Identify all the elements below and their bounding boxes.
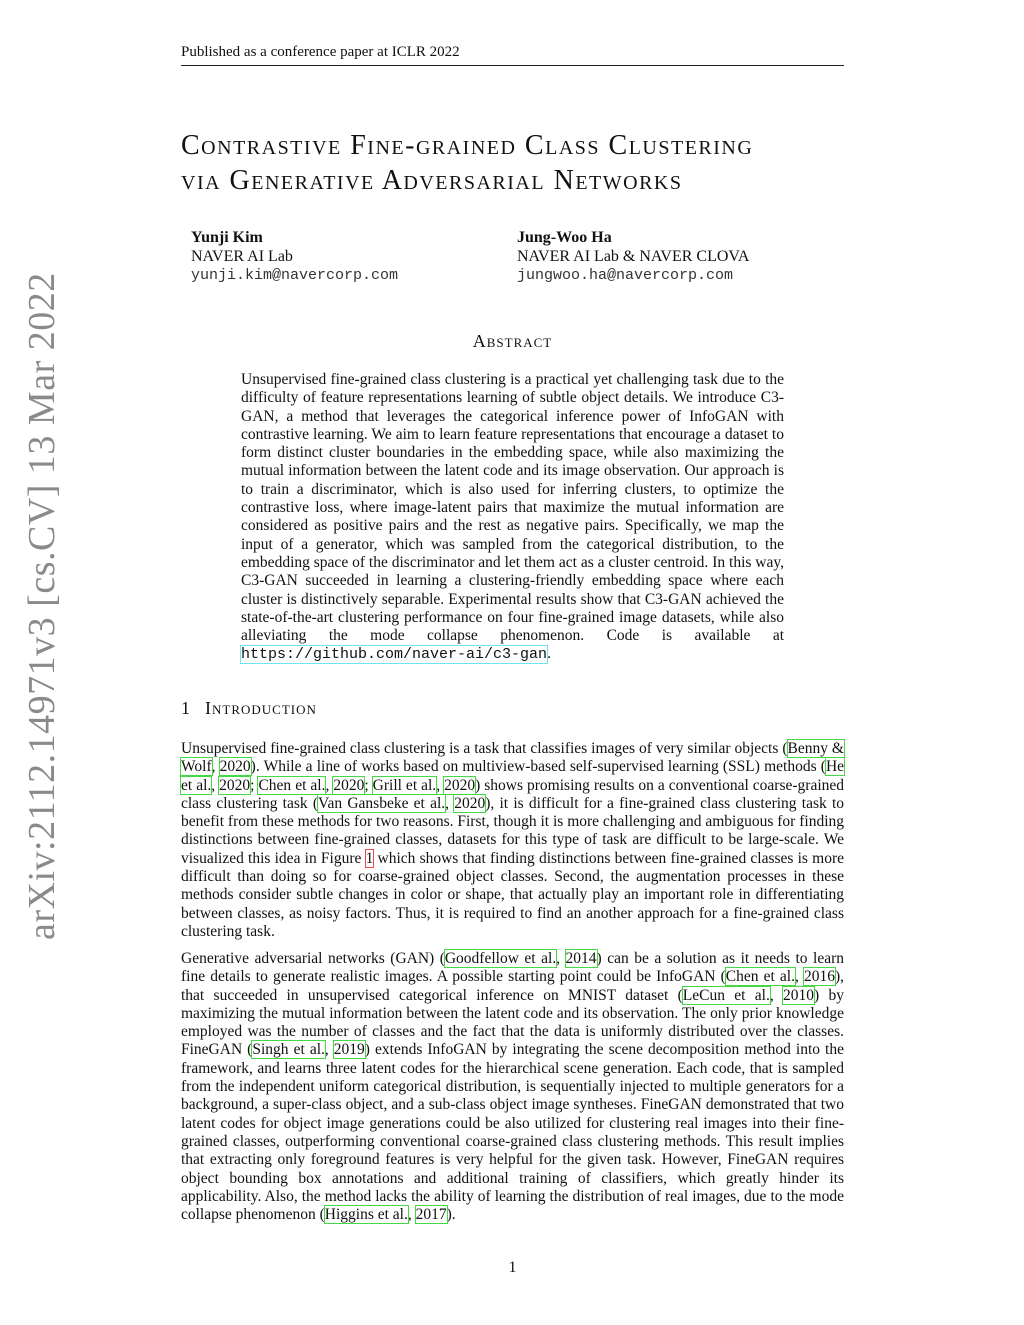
abstract-text: Unsupervised fine-grained class clustering is a practical yet challenging task due to the difficulty of feature representations learning of subtle object details. We introduce C3-GAN, a method that leverages the categorical inference power of InfoGAN with contrastive learning. We aim to learn feature representations that encourage a dataset to form distinct cluster boundaries in the embedding space, while also maximizing the mutual information between the latent code and its image observation. Our approach is to train a discriminator, which is also used for inferring clusters, to optimize the contrastive loss, where image-latent pairs that maximize the mutual information are considered as positive pairs and the rest as negative pairs. Specifically, we map the input of a generator, which was sampled from the categorical distribution, to the embedding space of the discriminator and let them act as a cluster centroid. In this way, C3-GAN succeeded in learning a clustering-friendly embedding space where each cluster is distinctively separable. Experimental results show that C3-GAN achieved the state-of-the-art clustering performance on four fine-grained image datasets, while also alleviating the mode collapse phenomenon. (241, 371, 784, 645)
text-run: ) can be a solution as it needs to learn fine details to generate realistic images. A possible starting point could be InfoGAN ( (181, 950, 844, 986)
text-run: ). While a line of works based on multiview-based self-supervised learning (SSL) methods ( (250, 758, 826, 776)
text-run: ; (250, 776, 259, 794)
code-suffix: . (547, 645, 551, 663)
citation-link[interactable]: Higgins et al. (324, 1206, 408, 1224)
section-heading-introduction (181, 698, 317, 719)
page-number: 1 (508, 1259, 517, 1276)
citation-link[interactable]: Goodfellow et al. (444, 950, 557, 967)
author-name: Yunji Kim (191, 229, 263, 246)
section-title: Introduction (205, 698, 317, 718)
citation-link[interactable]: He et al. (181, 758, 845, 794)
intro-paragraph-2 (181, 950, 844, 1224)
author-name: Jung-Woo Ha (517, 229, 612, 246)
text-run: which shows that finding distinctions between fine-grained classes is more difficult than doing so for coarse-grained object classes. Second, the augmentation processes in these methods consider subtle changes in color or shape, that actually play an important role in differentiating between classes, as noisy factors. Thus, it is required to find an another approach for a fine-grained class clustering task. (181, 849, 845, 940)
text-run: , (407, 1206, 416, 1224)
citation-link[interactable]: Chen et al. (258, 776, 326, 794)
text-run: ), it is difficult for a fine-grained class clustering task to benefit from these methods for two reasons. First, though it is more challenging and ambiguous for finding distinctions between fine-grained classes, datasets for this type of task are difficult to be large-scale. We visualized this idea in Figure (181, 794, 845, 867)
citation-link[interactable]: 2020 (219, 758, 251, 776)
paper-title (181, 128, 861, 198)
citation-link[interactable]: 2016 (803, 968, 835, 986)
text-run: , (556, 950, 566, 967)
title-line-1: Contrastive Fine-grained Class Clustering (181, 130, 754, 161)
citation-link[interactable]: 2019 (333, 1041, 365, 1059)
author-affiliation: NAVER AI Lab (191, 248, 293, 265)
figure-ref-link[interactable]: 1 (365, 849, 374, 867)
section-number: 1 (181, 698, 191, 718)
citation-link[interactable]: Chen et al. (725, 968, 795, 986)
text-run: , (325, 776, 334, 794)
text-run: , (769, 986, 784, 1004)
text-run: , (211, 776, 220, 794)
citation-link[interactable]: 2020 (333, 776, 365, 794)
abstract-heading: Abstract (472, 331, 553, 351)
citation-link[interactable]: Benny & Wolf (181, 740, 844, 776)
text-run: ). (446, 1206, 456, 1224)
text-run: , (436, 776, 445, 794)
text-run: , (324, 1041, 334, 1059)
running-header: Published as a conference paper at ICLR 2022 (181, 44, 460, 60)
abstract-body (241, 371, 784, 665)
citation-link[interactable]: 2017 (415, 1206, 447, 1224)
title-line-2: via Generative Adversarial Networks (181, 165, 683, 196)
text-run: Unsupervised fine-grained class clustering is a task that classifies images of very similar objects ( (181, 740, 788, 757)
citation-link[interactable]: 2014 (565, 950, 597, 967)
citation-link[interactable]: 2020 (444, 776, 476, 794)
citation-link[interactable]: 2010 (783, 986, 815, 1004)
arxiv-sidebar-stamp: arXiv:2112.14971v3 [cs.CV] 13 Mar 2022 (21, 272, 63, 940)
text-run: , (211, 758, 220, 776)
text-run: ) extends InfoGAN by integrating the scene decomposition method into the framework, and learns three latent codes for the hierarchical scene generation. Each code, that is sampled from the independent uniform categorical distribution, is sequentially injected to multiple generators for a background, a super-class object, and a sub-class object image syntheses. FineGAN demonstrated that two latent codes for object image generations could be also utilized for clustering real images into their fine-grained classes, outperforming conventional coarse-grained class clustering methods. This result implies that extracting only foreground features is very helpful for the given task. However, FineGAN requires object bounding box annotations and additional training of classifiers, which greatly hinder its applicability. Also, the method lacks the ability of learning the distribution of real images, due to the mode collapse phenomenon ( (181, 1041, 844, 1224)
text-run: , (445, 794, 455, 812)
citation-link[interactable]: Singh et al. (252, 1041, 325, 1059)
author-block-2 (517, 228, 749, 285)
text-run: ) by maximizing the mutual information between the latent code and its observation. The only prior knowledge employed was the number of classes and the fact that the data is uniformly distributed over the classes. FineGAN ( (181, 986, 844, 1059)
citation-link[interactable]: 2020 (454, 794, 486, 812)
citation-link[interactable]: 2020 (219, 776, 251, 794)
header-rule (181, 65, 844, 66)
author-email[interactable]: yunji.kim@navercorp.com (191, 267, 399, 284)
citation-link[interactable]: LeCun et al. (682, 986, 770, 1004)
text-run: , (794, 968, 804, 986)
text-run: Generative adversarial networks (GAN) ( (181, 950, 445, 967)
text-run: ; (364, 776, 373, 794)
author-affiliation: NAVER AI Lab & NAVER CLOVA (517, 248, 750, 265)
text-run: ) shows promising results on a conventional coarse-grained class clustering task ( (181, 776, 845, 812)
citation-link[interactable]: Van Gansbeke et al. (318, 794, 446, 812)
citation-link[interactable]: Grill et al. (372, 776, 437, 794)
text-run: ), that succeeded in unsupervised categorical inference on MNIST dataset ( (181, 968, 845, 1004)
author-block-1 (191, 228, 398, 285)
code-link[interactable]: https://github.com/naver-ai/c3-gan (241, 646, 548, 664)
intro-paragraph-1 (181, 740, 844, 941)
code-prefix: Code is available at (606, 627, 785, 645)
author-email[interactable]: jungwoo.ha@navercorp.com (517, 267, 734, 284)
